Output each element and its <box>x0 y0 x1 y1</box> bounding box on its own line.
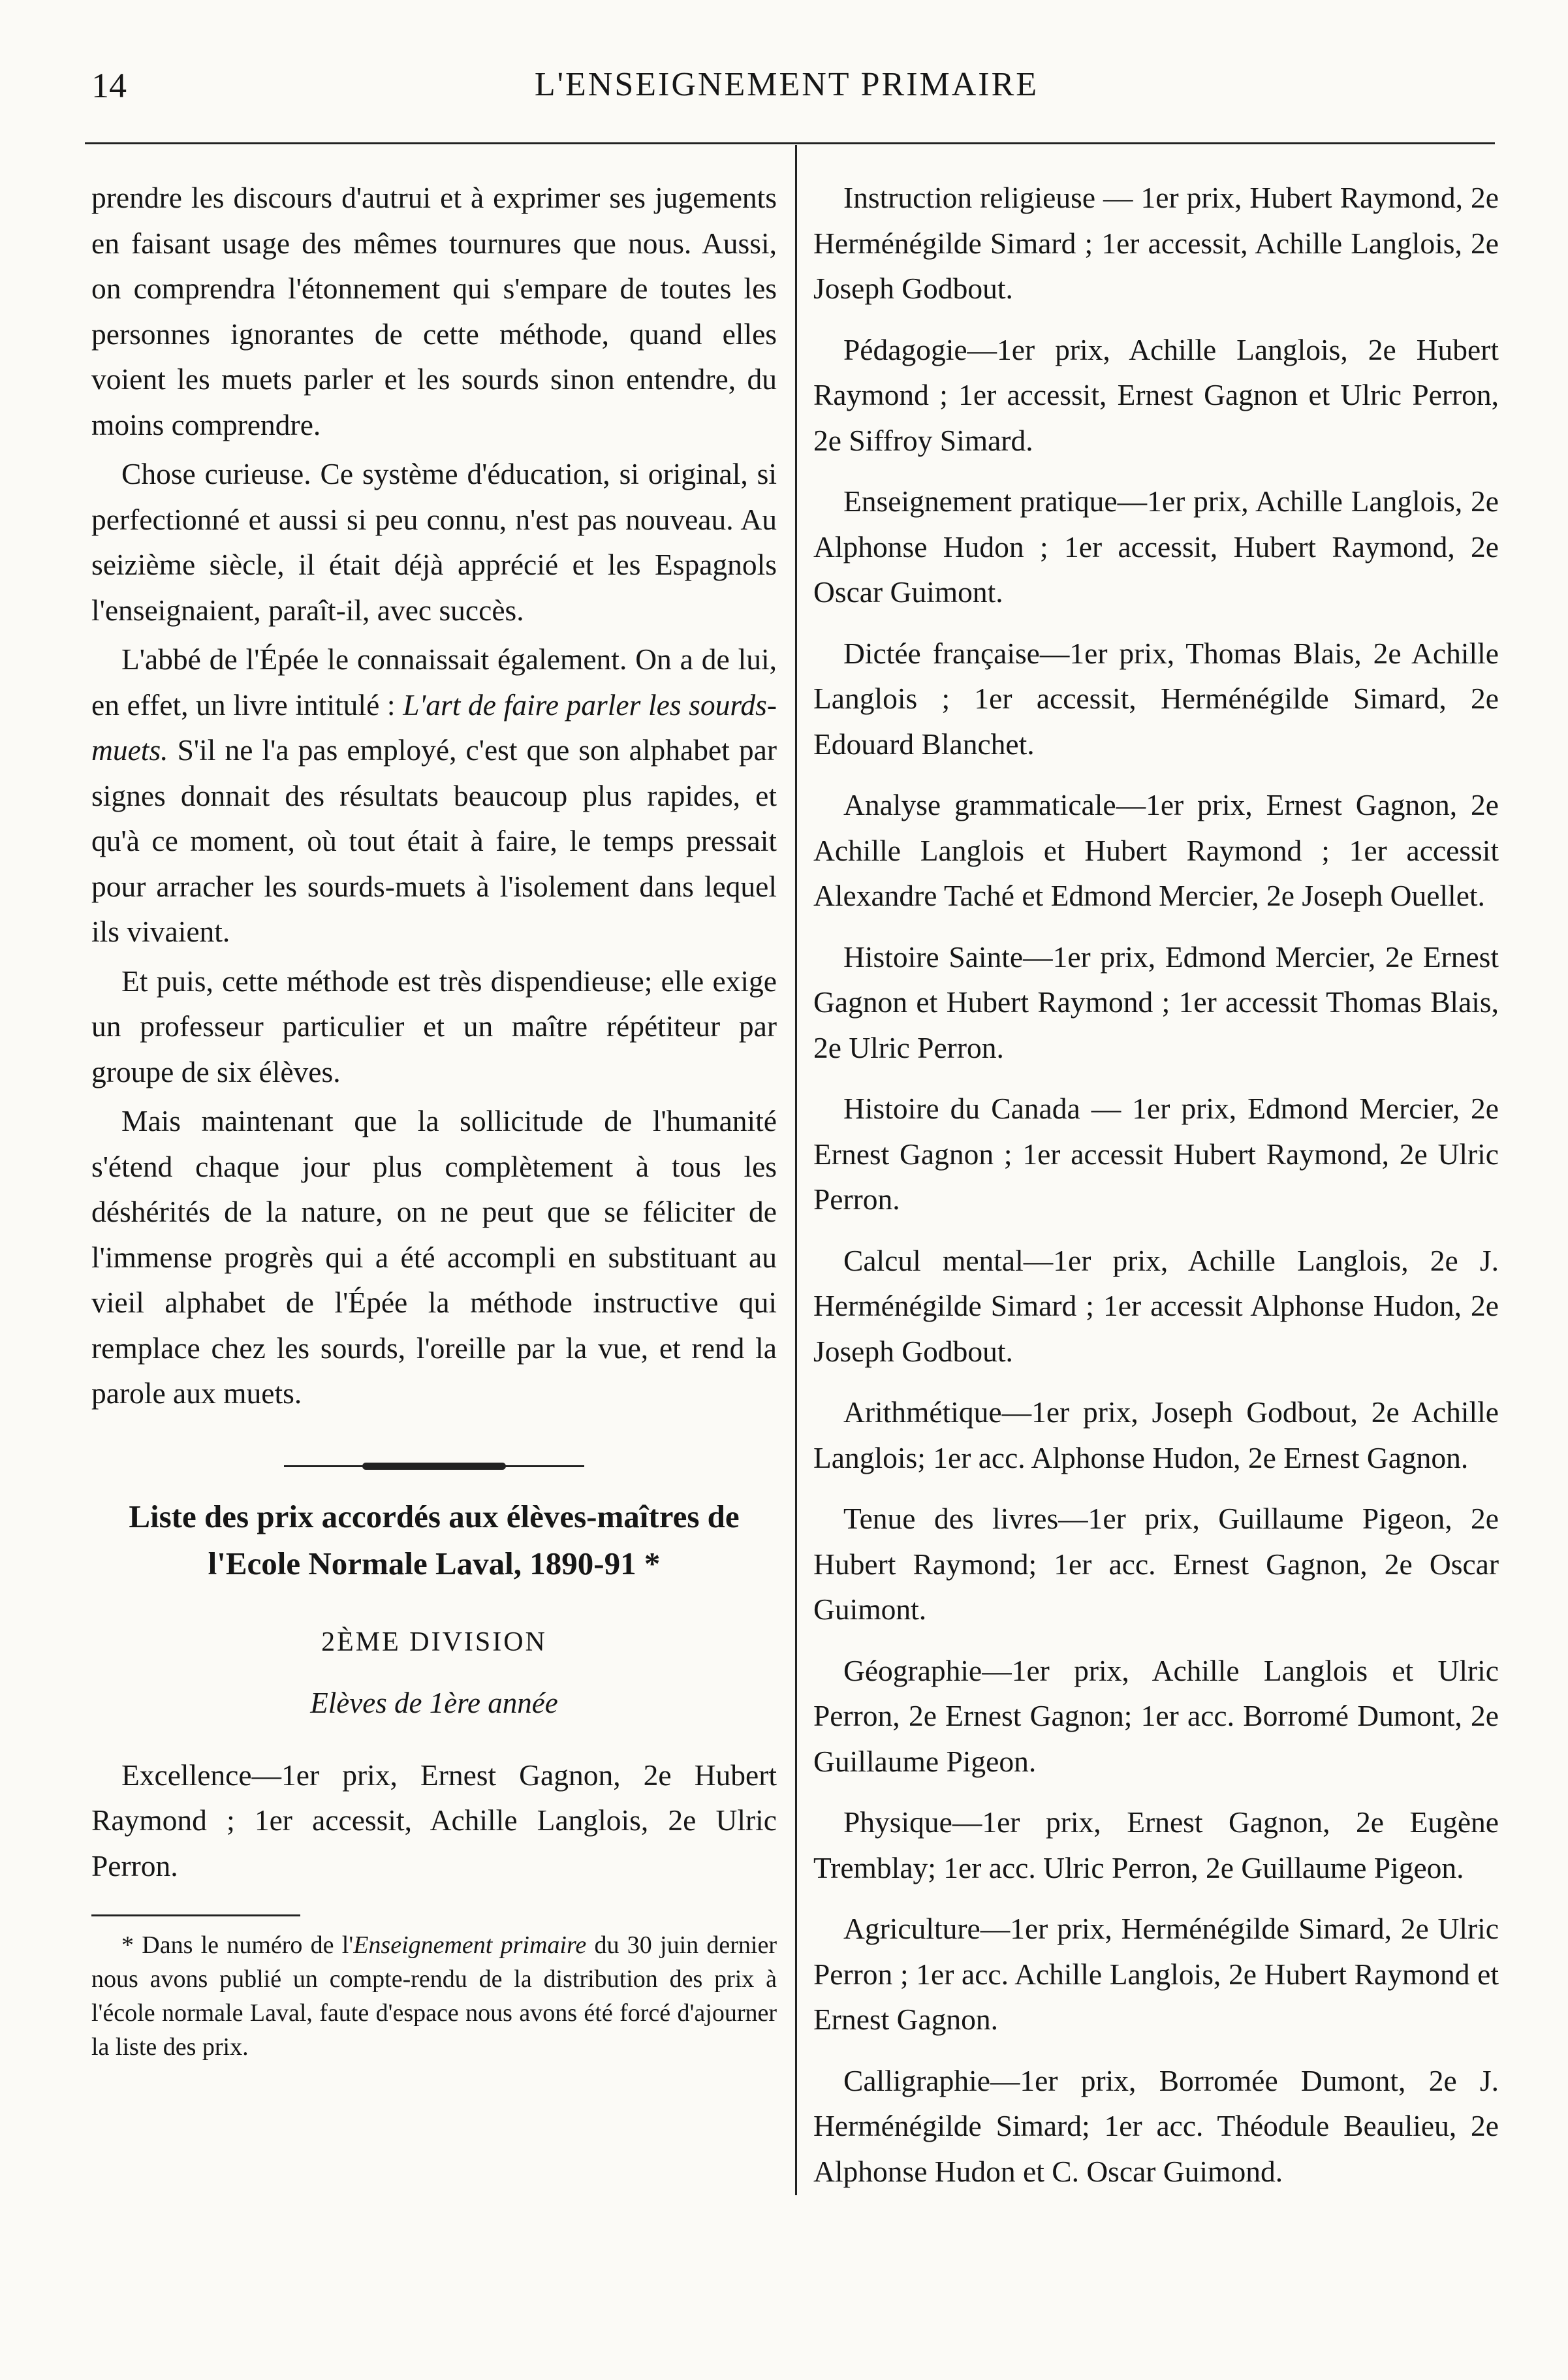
section-title: Liste des prix accordés aux élèves-maîtres de l'Ecole Normale Laval, 1890-91 * <box>129 1498 740 1581</box>
ornament-divider <box>284 1462 584 1470</box>
prize-entry: Histoire Sainte—1er prix, Edmond Mercier, 2e Ernest Gagnon et Hubert Raymond ; 1er accessit Thomas Blais, 2e Ulric Perron. <box>813 940 1499 1064</box>
footnote <box>91 1928 777 2064</box>
page-number: 14 <box>91 66 127 105</box>
paragraph-text: L'abbé de l'Épée le connaissait également. On a de lui, en effet, un livre intitulé : <box>91 643 777 722</box>
paragraph: prendre les discours d'autrui et à exprimer ses jugements en faisant usage des mêmes tournures que nous. Aussi, on comprendra l'étonnement qui s'empare de toutes les personnes ignorantes de cette méthode, quand elles voient les muets parler et les sourds sinon entendre, du moins comprendre. <box>91 181 777 441</box>
prize-entry: Dictée française—1er prix, Thomas Blais, 2e Achille Langlois ; 1er accessit, Herménégilde Simard, 2e Edouard Blanchet. <box>813 636 1499 761</box>
prize-entry: Calligraphie—1er prix, Borromée Dumont, 2e J. Herménégilde Simard; 1er acc. Théodule Beaulieu, 2e Alphonse Hudon et C. Oscar Guimond. <box>813 2063 1499 2188</box>
footnote-text: * Dans le numéro de l' <box>121 1931 354 1959</box>
prize-entry: Instruction religieuse — 1er prix, Hubert Raymond, 2e Herménégilde Simard ; 1er accessit, Achille Langlois, 2e Joseph Godbout. <box>813 181 1499 305</box>
header-rule <box>85 142 1495 144</box>
footnote-text: du 30 juin dernier nous avons publié un compte-rendu de la distribution des prix à l'école normale Laval, faute d'espace nous avons été forcé d'ajourner la liste des prix. <box>91 1931 777 2061</box>
prize-entry: Excellence—1er prix, Ernest Gagnon, 2e Hubert Raymond ; 1er accessit, Achille Langlois, 2e Ulric Perron. <box>91 1758 777 1882</box>
paragraph <box>91 637 777 955</box>
left-column <box>91 175 777 2068</box>
journal-title: Enseignement primaire <box>353 1931 587 1959</box>
prize-entry: Analyse grammaticale—1er prix, Ernest Gagnon, 2e Achille Langlois et Hubert Raymond ; 1er accessit Alexandre Taché et Edmond Mercier, 2e Joseph Ouellet. <box>813 788 1499 912</box>
prize-entry: Tenue des livres—1er prix, Guillaume Pigeon, 2e Hubert Raymond; 1er acc. Ernest Gagnon, 2e Oscar Guimont. <box>813 1502 1499 1626</box>
book-title: L'art de faire parler les sourds-muets. <box>91 688 777 767</box>
footnote-rule <box>91 1914 300 1916</box>
paragraph: Chose curieuse. Ce système d'éducation, si original, si perfectionné et aussi si peu connu, n'est pas nouveau. Au seizième siècle, il était déjà apprécié et les Espagnols l'enseignaient, paraît-il, avec succès. <box>91 457 777 627</box>
prize-entry: Arithmétique—1er prix, Joseph Godbout, 2e Achille Langlois; 1er acc. Alphonse Hudon, 2e Ernest Gagnon. <box>813 1395 1499 1474</box>
division-heading: 2ÈME DIVISION <box>321 1626 547 1657</box>
prize-entry: Agriculture—1er prix, Herménégilde Simard, 2e Ulric Perron ; 1er acc. Achille Langlois, 2e Hubert Raymond et Ernest Gagnon. <box>813 1912 1499 2036</box>
running-title: L'ENSEIGNEMENT PRIMAIRE <box>534 66 1039 103</box>
paragraph: Et puis, cette méthode est très dispendieuse; elle exige un professeur particulier et un maître répétiteur par groupe de six élèves. <box>91 964 777 1088</box>
prize-entry: Calcul mental—1er prix, Achille Langlois, 2e J. Herménégilde Simard ; 1er accessit Alphonse Hudon, 2e Joseph Godbout. <box>813 1243 1499 1368</box>
right-column <box>813 175 1499 2210</box>
prize-entry: Pédagogie—1er prix, Achille Langlois, 2e Hubert Raymond ; 1er accessit, Ernest Gagnon et Ulric Perron, 2e Siffroy Simard. <box>813 332 1499 457</box>
year-heading: Elèves de 1ère année <box>310 1687 558 1719</box>
prize-entry: Enseignement pratique—1er prix, Achille Langlois, 2e Alphonse Hudon ; 1er accessit, Hubert Raymond, 2e Oscar Guimont. <box>813 484 1499 609</box>
prize-entry: Géographie—1er prix, Achille Langlois et Ulric Perron, 2e Ernest Gagnon; 1er acc. Borromé Dumont, 2e Guillaume Pigeon. <box>813 1653 1499 1778</box>
column-divider <box>795 145 797 2195</box>
paragraph: Mais maintenant que la sollicitude de l'humanité s'étend chaque jour plus complètement à tous les déshérités de la nature, on ne peut que se féliciter de l'immense progrès qui a été accompli en substituant au vieil alphabet de l'Épée la méthode instructive qui remplace chez les sourds, l'oreille par la vue, et rend la parole aux muets. <box>91 1104 777 1410</box>
paragraph-text: S'il ne l'a pas employé, c'est que son alphabet par signes donnait des résultats beaucoup plus rapides, et qu'à ce moment, où tout était à faire, le temps pressait pour arracher les sourds-muets à l'isolement dans lequel ils vivaient. <box>91 733 777 948</box>
running-header <box>85 65 1488 118</box>
prize-entry: Histoire du Canada — 1er prix, Edmond Mercier, 2e Ernest Gagnon ; 1er accessit Hubert Raymond, 2e Ulric Perron. <box>813 1092 1499 1216</box>
prize-entry: Physique—1er prix, Ernest Gagnon, 2e Eugène Tremblay; 1er acc. Ulric Perron, 2e Guillaume Pigeon. <box>813 1805 1499 1884</box>
